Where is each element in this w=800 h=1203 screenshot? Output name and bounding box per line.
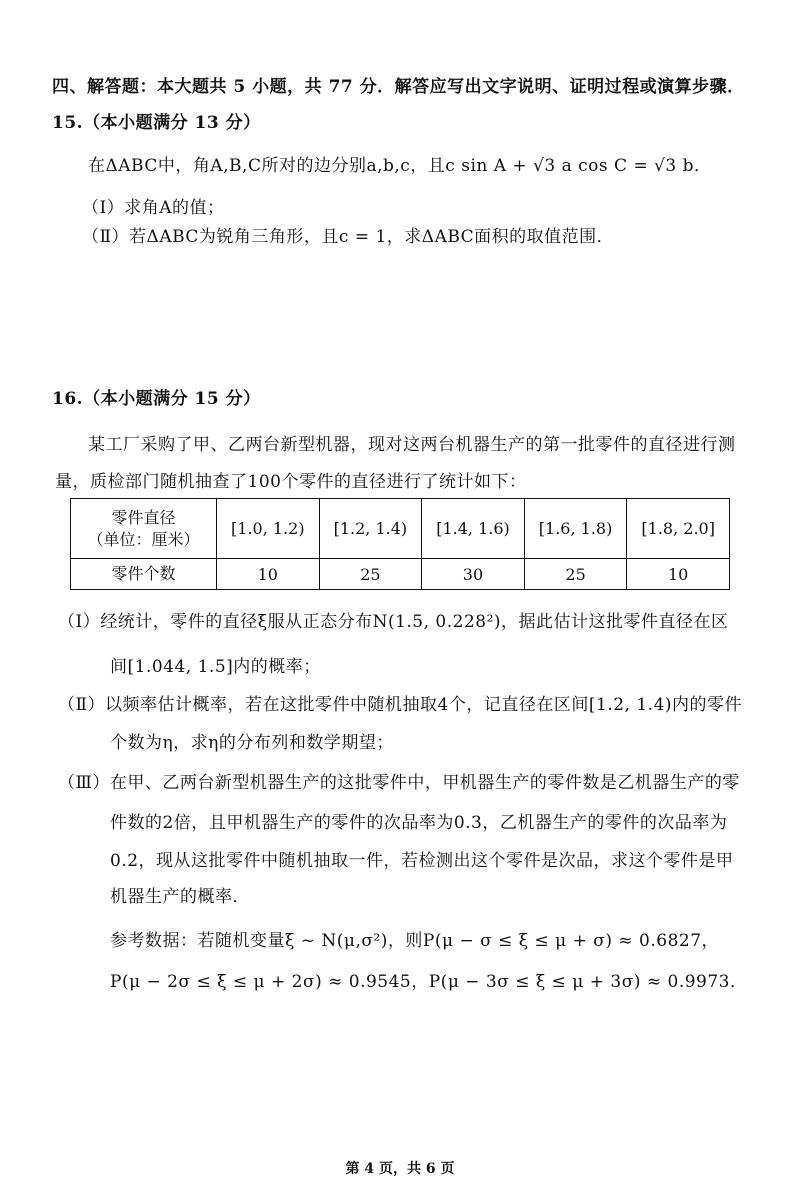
header-diameter-line1: 零件直径 — [111, 507, 176, 527]
q16-intro-line1: 某工厂采购了甲、乙两台新型机器，现对这两台机器生产的第一批零件的直径进行测 — [88, 435, 736, 455]
table-row-count — [71, 559, 730, 590]
header-diameter-line2: （单位：厘米） — [87, 529, 200, 549]
table-cell-count: 25 — [319, 559, 422, 590]
q15-title: 15.（本小题满分 13 分） — [52, 113, 261, 133]
q16-intro-line2: 量，质检部门随机抽查了100个零件的直径进行了统计如下： — [55, 472, 527, 492]
table-cell-interval: [1.4, 1.6) — [422, 499, 525, 559]
q15-stem: 在ΔABC中，角A,B,C所对的边分别a,b,c，且c sin A + √3 a cos C = √3 b． — [88, 156, 712, 176]
table-row-diameter — [71, 499, 730, 559]
table-cell-interval: [1.2, 1.4) — [319, 499, 422, 559]
table-cell-interval: [1.8, 2.0] — [627, 499, 730, 559]
table-cell-interval: [1.0, 1.2) — [217, 499, 320, 559]
q15-part1: （Ⅰ）求角A的值； — [82, 198, 225, 218]
reference-data-line2: P(μ − 2σ ≤ ξ ≤ μ + 2σ) ≈ 0.9545，P(μ − 3σ ≤ ξ ≤ μ + 3σ) ≈ 0.9973． — [110, 972, 748, 992]
q16-part2-line1: （Ⅱ）以频率估计概率，若在这批零件中随机抽取4个，记直径在区间[1.2, 1.4)内的零件 — [58, 695, 743, 715]
table-cell-count: 10 — [217, 559, 320, 590]
q16-part2-line2: 个数为η，求η的分布列和数学期望； — [110, 733, 394, 753]
diameter-stats-table — [70, 498, 730, 590]
table-cell-interval: [1.6, 1.8) — [524, 499, 627, 559]
table-cell-count: 25 — [524, 559, 627, 590]
reference-data-line1: 参考数据：若随机变量ξ ~ N(μ,σ²)，则P(μ − σ ≤ ξ ≤ μ + σ) ≈ 0.6827， — [110, 931, 720, 951]
page-footer: 第 4 页，共 6 页 — [345, 1161, 455, 1177]
q16-part3-line2: 件数的2倍，且甲机器生产的零件的次品率为0.3，乙机器生产的零件的次品率为 — [110, 813, 728, 833]
q16-part3-line1: （Ⅲ）在甲、乙两台新型机器生产的这批零件中，甲机器生产的零件数是乙机器生产的零 — [58, 773, 740, 793]
q16-part3-line3: 0.2，现从这批零件中随机抽取一件，若检测出这个零件是次品，求这个零件是甲 — [110, 851, 734, 871]
q16-title: 16.（本小题满分 15 分） — [52, 389, 261, 409]
q16-part1-line1: （Ⅰ）经统计，零件的直径ξ服从正态分布N(1.5, 0.228²)，据此估计这批零件直径在区 — [58, 612, 729, 632]
section-header: 四、解答题：本大题共 5 小题，共 77 分．解答应写出文字说明、证明过程或演算步骤． — [52, 77, 745, 97]
q16-part3-line4: 机器生产的概率． — [110, 887, 250, 907]
table-cell-count: 10 — [627, 559, 730, 590]
table-header-diameter — [71, 499, 217, 559]
q16-part1-line2: 间[1.044, 1.5]内的概率； — [110, 657, 321, 677]
table-header-count: 零件个数 — [71, 559, 217, 590]
table-cell-count: 30 — [422, 559, 525, 590]
q15-part2: （Ⅱ）若ΔABC为锐角三角形，且c = 1，求ΔABC面积的取值范围． — [82, 227, 615, 247]
